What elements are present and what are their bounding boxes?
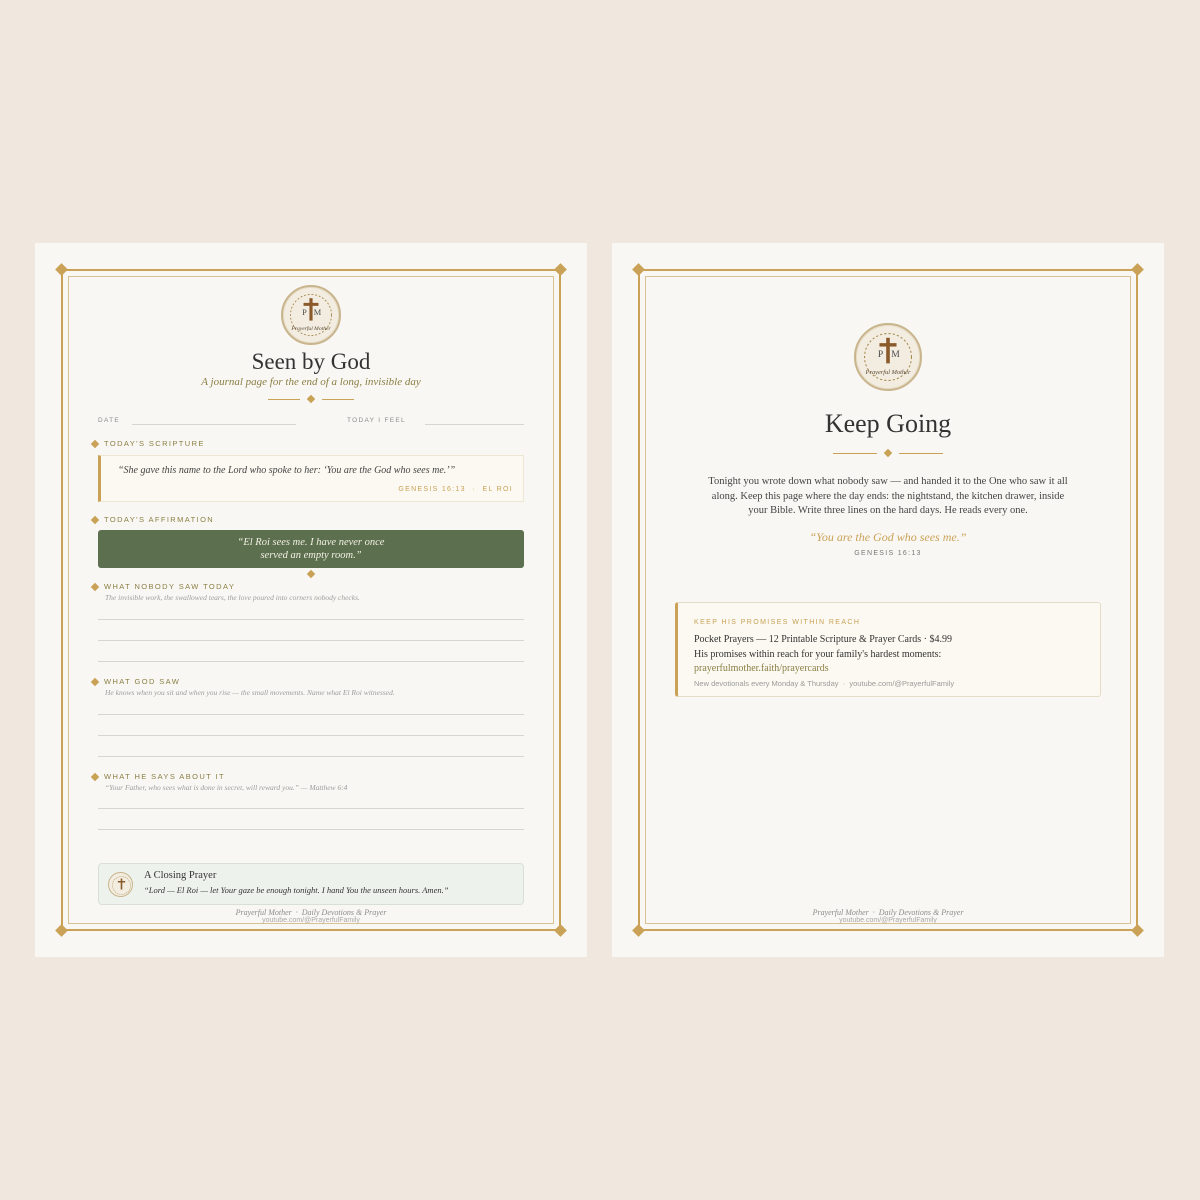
footer-brand: Prayerful Mother · Daily Devotions & Prayer: [812, 908, 964, 917]
scripture-reference: GENESIS 16:13 · EL ROI: [398, 486, 513, 493]
writing-line[interactable]: [98, 756, 524, 757]
date-label: DATE: [98, 417, 121, 424]
diamond-icon: [91, 582, 99, 590]
keep-going-page: [612, 243, 1164, 957]
date-field[interactable]: [132, 424, 296, 425]
writing-line[interactable]: [98, 829, 524, 830]
closing-prayer-text: “Lord — El Roi — let Your gaze be enough tonight. I hand You the unseen hours. Amen.”: [144, 885, 449, 895]
section-hint: He knows when you sit and when you rise — the small movements. Name what El Roi witnessed.: [105, 688, 395, 697]
prayerful-mother-logo-icon: [281, 285, 341, 345]
promo-heading: KEEP HIS PROMISES WITHIN REACH: [694, 619, 861, 626]
section-hint: The invisible work, the swallowed tears, the love poured into corners nobody checks.: [105, 593, 360, 602]
writing-line[interactable]: [98, 661, 524, 662]
footer-brand: Prayerful Mother · Daily Devotions & Prayer: [235, 908, 387, 917]
prayerful-mother-logo-icon: [108, 872, 133, 897]
title-divider: [612, 449, 1164, 457]
diamond-icon: [91, 439, 99, 447]
svg-text:M: M: [313, 308, 322, 317]
closing-prayer-card: [98, 863, 524, 905]
footer-channel: youtube.com/@PrayerfulFamily: [839, 917, 937, 924]
svg-text:Prayerful Mother: Prayerful Mother: [291, 325, 331, 332]
section-heading: WHAT GOD SAW: [92, 677, 180, 686]
promo-link[interactable]: prayerfulmother.faith/prayercards: [694, 663, 829, 674]
scripture-card: [98, 455, 524, 502]
promo-product: Pocket Prayers — 12 Printable Scripture & Prayer Cards · $4.99: [694, 634, 953, 645]
writing-line[interactable]: [98, 640, 524, 641]
page-subtitle: A journal page for the end of a long, invisible day: [201, 376, 421, 388]
closing-prayer-title: A Closing Prayer: [144, 870, 217, 881]
diamond-icon: [91, 772, 99, 780]
writing-line[interactable]: [98, 714, 524, 715]
affirmation-heading: TODAY'S AFFIRMATION: [92, 515, 214, 524]
scripture-quote: “She gave this name to the Lord who spoke to her: ‘You are the God who sees me.’”: [118, 465, 456, 476]
writing-line[interactable]: [98, 735, 524, 736]
section-heading: WHAT HE SAYS ABOUT IT: [92, 772, 225, 781]
scripture-heading: TODAY'S SCRIPTURE: [92, 439, 205, 448]
channel-link[interactable]: youtube.com/@PrayerfulFamily: [849, 679, 955, 688]
promo-schedule: New devotionals every Monday & Thursday · youtube.com/@PrayerfulFamily: [694, 679, 955, 688]
prayerful-mother-logo-icon: [854, 323, 922, 391]
feel-label: TODAY I FEEL: [347, 417, 406, 424]
svg-text:P: P: [302, 308, 307, 317]
svg-text:M: M: [891, 349, 900, 360]
writing-line[interactable]: [98, 808, 524, 809]
svg-text:P: P: [877, 349, 884, 360]
diamond-icon: [91, 677, 99, 685]
svg-text:Prayerful Mother: Prayerful Mother: [865, 369, 911, 377]
affirmation-banner: “El Roi sees me. I have never once served an empty room.”: [98, 530, 524, 568]
footer-channel: youtube.com/@PrayerfulFamily: [262, 917, 360, 924]
encouragement-text: Tonight you wrote down what nobody saw — and handed it to the One who saw it all along. Keep this page where the day ends: the nightstand, the kitchen drawer, inside your Bible. Write three lines on the hard days. He reads every one.: [708, 476, 1068, 516]
section-hint: “Your Father, who sees what is done in secret, will reward you.” — Matthew 6:4: [105, 783, 348, 792]
writing-line[interactable]: [98, 619, 524, 620]
section-heading: WHAT NOBODY SAW TODAY: [92, 582, 235, 591]
journal-page: [35, 243, 587, 957]
featured-quote: “You are the God who sees me.”: [809, 530, 967, 544]
title-divider: [35, 395, 587, 403]
diamond-icon: [91, 515, 99, 523]
page-title: Keep Going: [824, 409, 952, 438]
promo-card: [675, 602, 1101, 697]
featured-quote-reference: GENESIS 16:13: [854, 550, 922, 557]
feel-field[interactable]: [425, 424, 524, 425]
promo-tagline: His promises within reach for your family's hardest moments:: [694, 649, 942, 660]
page-title: Seen by God: [251, 349, 371, 374]
